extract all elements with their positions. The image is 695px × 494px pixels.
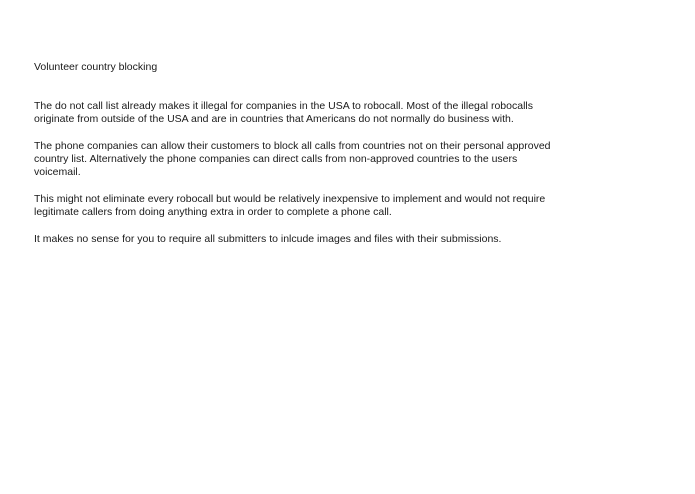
paragraph-cost: This might not eliminate every robocall but would be relatively inexpensive to implement and would not require legitimate callers from doing anything extra in order to complete a phone call. — [34, 193, 546, 219]
paragraph-submission-requirement: It makes no sense for you to require all submitters to inlcude images and files with their submissions. — [34, 233, 502, 245]
document-title: Volunteer country blocking — [34, 61, 158, 73]
paragraph-phone-companies: The phone companies can allow their customers to block all calls from countries not on their personal approved country list. Alternatively the phone companies can direct calls from non-approved countries to the users voicemail. — [34, 140, 551, 179]
paragraph-do-not-call: The do not call list already makes it illegal for companies in the USA to robocall. Most of the illegal robocalls originate from outside of the USA and are in countries that Americans do not normally do business with. — [34, 100, 533, 126]
